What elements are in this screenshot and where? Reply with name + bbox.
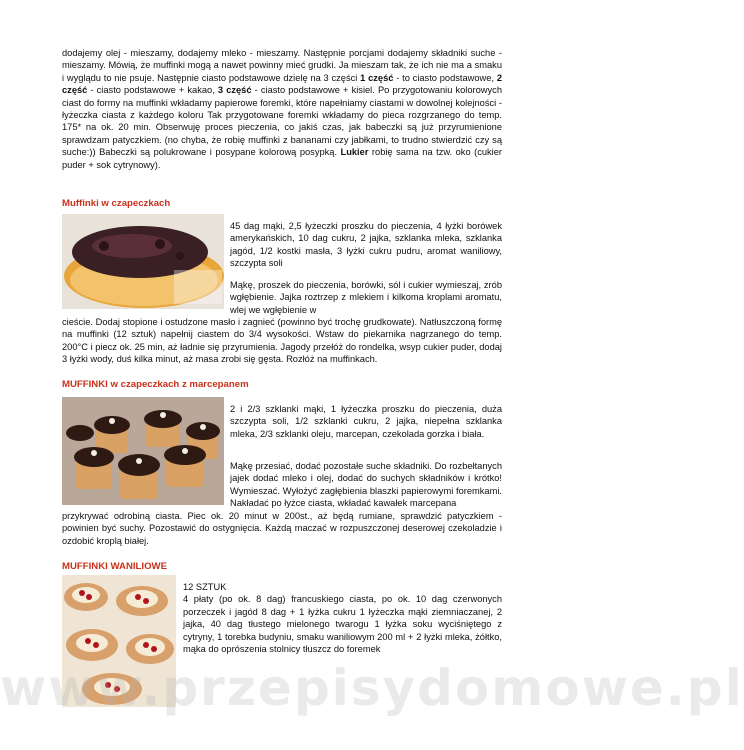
- section3-title: MUFFINKI WANILIOWE: [62, 561, 167, 572]
- intro-bold-part-3: 3 część: [217, 85, 252, 96]
- section2-method-side: [230, 460, 502, 510]
- intro-text: robię sama na tzw. oko (cukier puder + sok cytrynowy).: [62, 147, 502, 170]
- section1-method-full: [62, 316, 502, 366]
- section1-method-side-text: Mąkę, proszek do pieczenia, borówki, sól i cukier wymieszaj, zrób wgłębienie. Jajka roztrzep z mlekiem i kilkoma kroplami aromatu, wlej we wgłębienie w: [230, 280, 502, 315]
- section2-method-full: [62, 510, 502, 547]
- intro-bold-part-2: 2 część: [62, 72, 502, 96]
- section2-ingredients: [230, 403, 502, 440]
- section3-ingredients-text: 4 płaty (po ok. 8 dag) francuskiego ciasta, po ok. 10 dag czerwonych porzeczek i jagód 8 dag + 1 łyżka cukru 1 łyżeczka mąki ziemniaczanej, 2 jajka, 40 dag tłustego mielonego twarogu 1 łyżka soku wyciśniętego z cytryny, 1 torebka budyniu, smaku waniliowym 200 ml + 2 łyżki mleka, żółtko, mąka do oprószenia stolnicy tłuszcz do foremek: [183, 594, 502, 655]
- intro-paragraph: [62, 47, 502, 171]
- marzipan-muffins-photo: [62, 397, 224, 505]
- section2-ingredients-text: 2 i 2/3 szklanki mąki, 1 łyżeczka proszku do pieczenia, duża szczypta soli, 1/2 szklanki cukru, 2 jajka, niepełna szklanka mleka, 2/3 szklanki oleju, marcepan, czekolada gorzka i biała.: [230, 404, 502, 439]
- muffin-blueberry-photo: [62, 214, 224, 309]
- intro-text: - ciasto podstawowe + kisiel. Po przygotowaniu kolorowych ciast do formy na muffinki wkładamy papierowe foremki, które napełniamy ciastami w dowolnej kolejności - łyżeczka ciasta z każdego koloru Tak przygotowane foremki wkładamy do pieca rozgrzanego do temp. 175* na ok. 20 min. Obserwuję proces pieczenia, co jakiś czas, jak babeczki są już przyrumienione sprawdzam patyczkiem. (no chyba, że robię muffinki z bananami czy jabłkami, to trudno stwierdzić czy są suche:)) Babeczki są polukrowane i posypane kolorową posypką.: [62, 85, 502, 158]
- section3-yield: 12 SZTUK: [183, 582, 227, 592]
- intro-text: - to ciasto podstawowe,: [393, 72, 497, 83]
- intro-text: - ciasto podstawowe + kakao,: [87, 85, 218, 96]
- section2-method-side-text: Mąkę przesiać, dodać pozostałe suche składniki. Do rozbełtanych jajek dodać mleko i olej, dodać do suchych składników i krótko! Wymieszać. Wyłożyć zagłębienia blaszki papierowymi foremkami. Nakładać po łyżce ciasta, wkładać kawałek marcepana: [230, 461, 502, 509]
- section2-title: MUFFINKI w czapeczkach z marcepanem: [62, 379, 249, 390]
- site-watermark: www.przepisydomowe.pl: [0, 659, 744, 717]
- section3-content: [183, 581, 502, 655]
- intro-bold-part-1: 1 część: [360, 72, 394, 83]
- section2-method-full-text: przykrywać odrobiną ciasta. Piec ok. 20 minut w 200st., aż będą rumiane, sprawdzić patyczkiem - powinien być suchy. Pozostawić do ostygnięcia. Każdą maczać w rozpuszczonej deserowej czekoladzie i ozdobić kroplą białej.: [62, 511, 502, 546]
- section1-method-full-text: cieście. Dodaj stopione i ostudzone masło i zagnieć (powinno być trochę grudkowate). Natłuszczoną formę na muffinki (12 sztuk) napełnij ciastem do 3/4 wysokości. Wstaw do piekarnika nagrzanego do temp. 200°C i piecz ok. 25 min, aż ładnie się przyrumienia. Jagody przełóż do rondelka, wsyp cukier puder, dodaj 3 łyżki wody, duś kilka minut, aż masa zrobi się gęsta. Rozłóż na muffinkach.: [62, 317, 502, 365]
- section1-title: Muffinki w czapeczkach: [62, 198, 171, 209]
- section1-ingredients: [230, 220, 502, 270]
- section1-ingredients-text: 45 dag mąki, 2,5 łyżeczki proszku do pieczenia, 4 łyżki borówek amerykańskich, 10 dag cukru, 2 jajka, szklanka mleka, szklanka jagód, 1/2 kostki masła, 3 łyżki cukru pudru, aromat waniliowy, szczypta soli: [230, 221, 502, 269]
- intro-text: dodajemy olej - mieszamy, dodajemy mleko - mieszamy. Następnie porcjami dodajemy składniki suche - mieszamy. Mówią, że muffinki mogą a nawet powinny mieć grudki. Ja mieszam tak, że ich nie ma a smaku i wyglądu to nie psuje. Następnie ciasto podstawowe dzielę na 3 części: [62, 48, 502, 83]
- intro-bold-lukier: Lukier: [340, 147, 369, 158]
- section1-method-side: [230, 279, 502, 316]
